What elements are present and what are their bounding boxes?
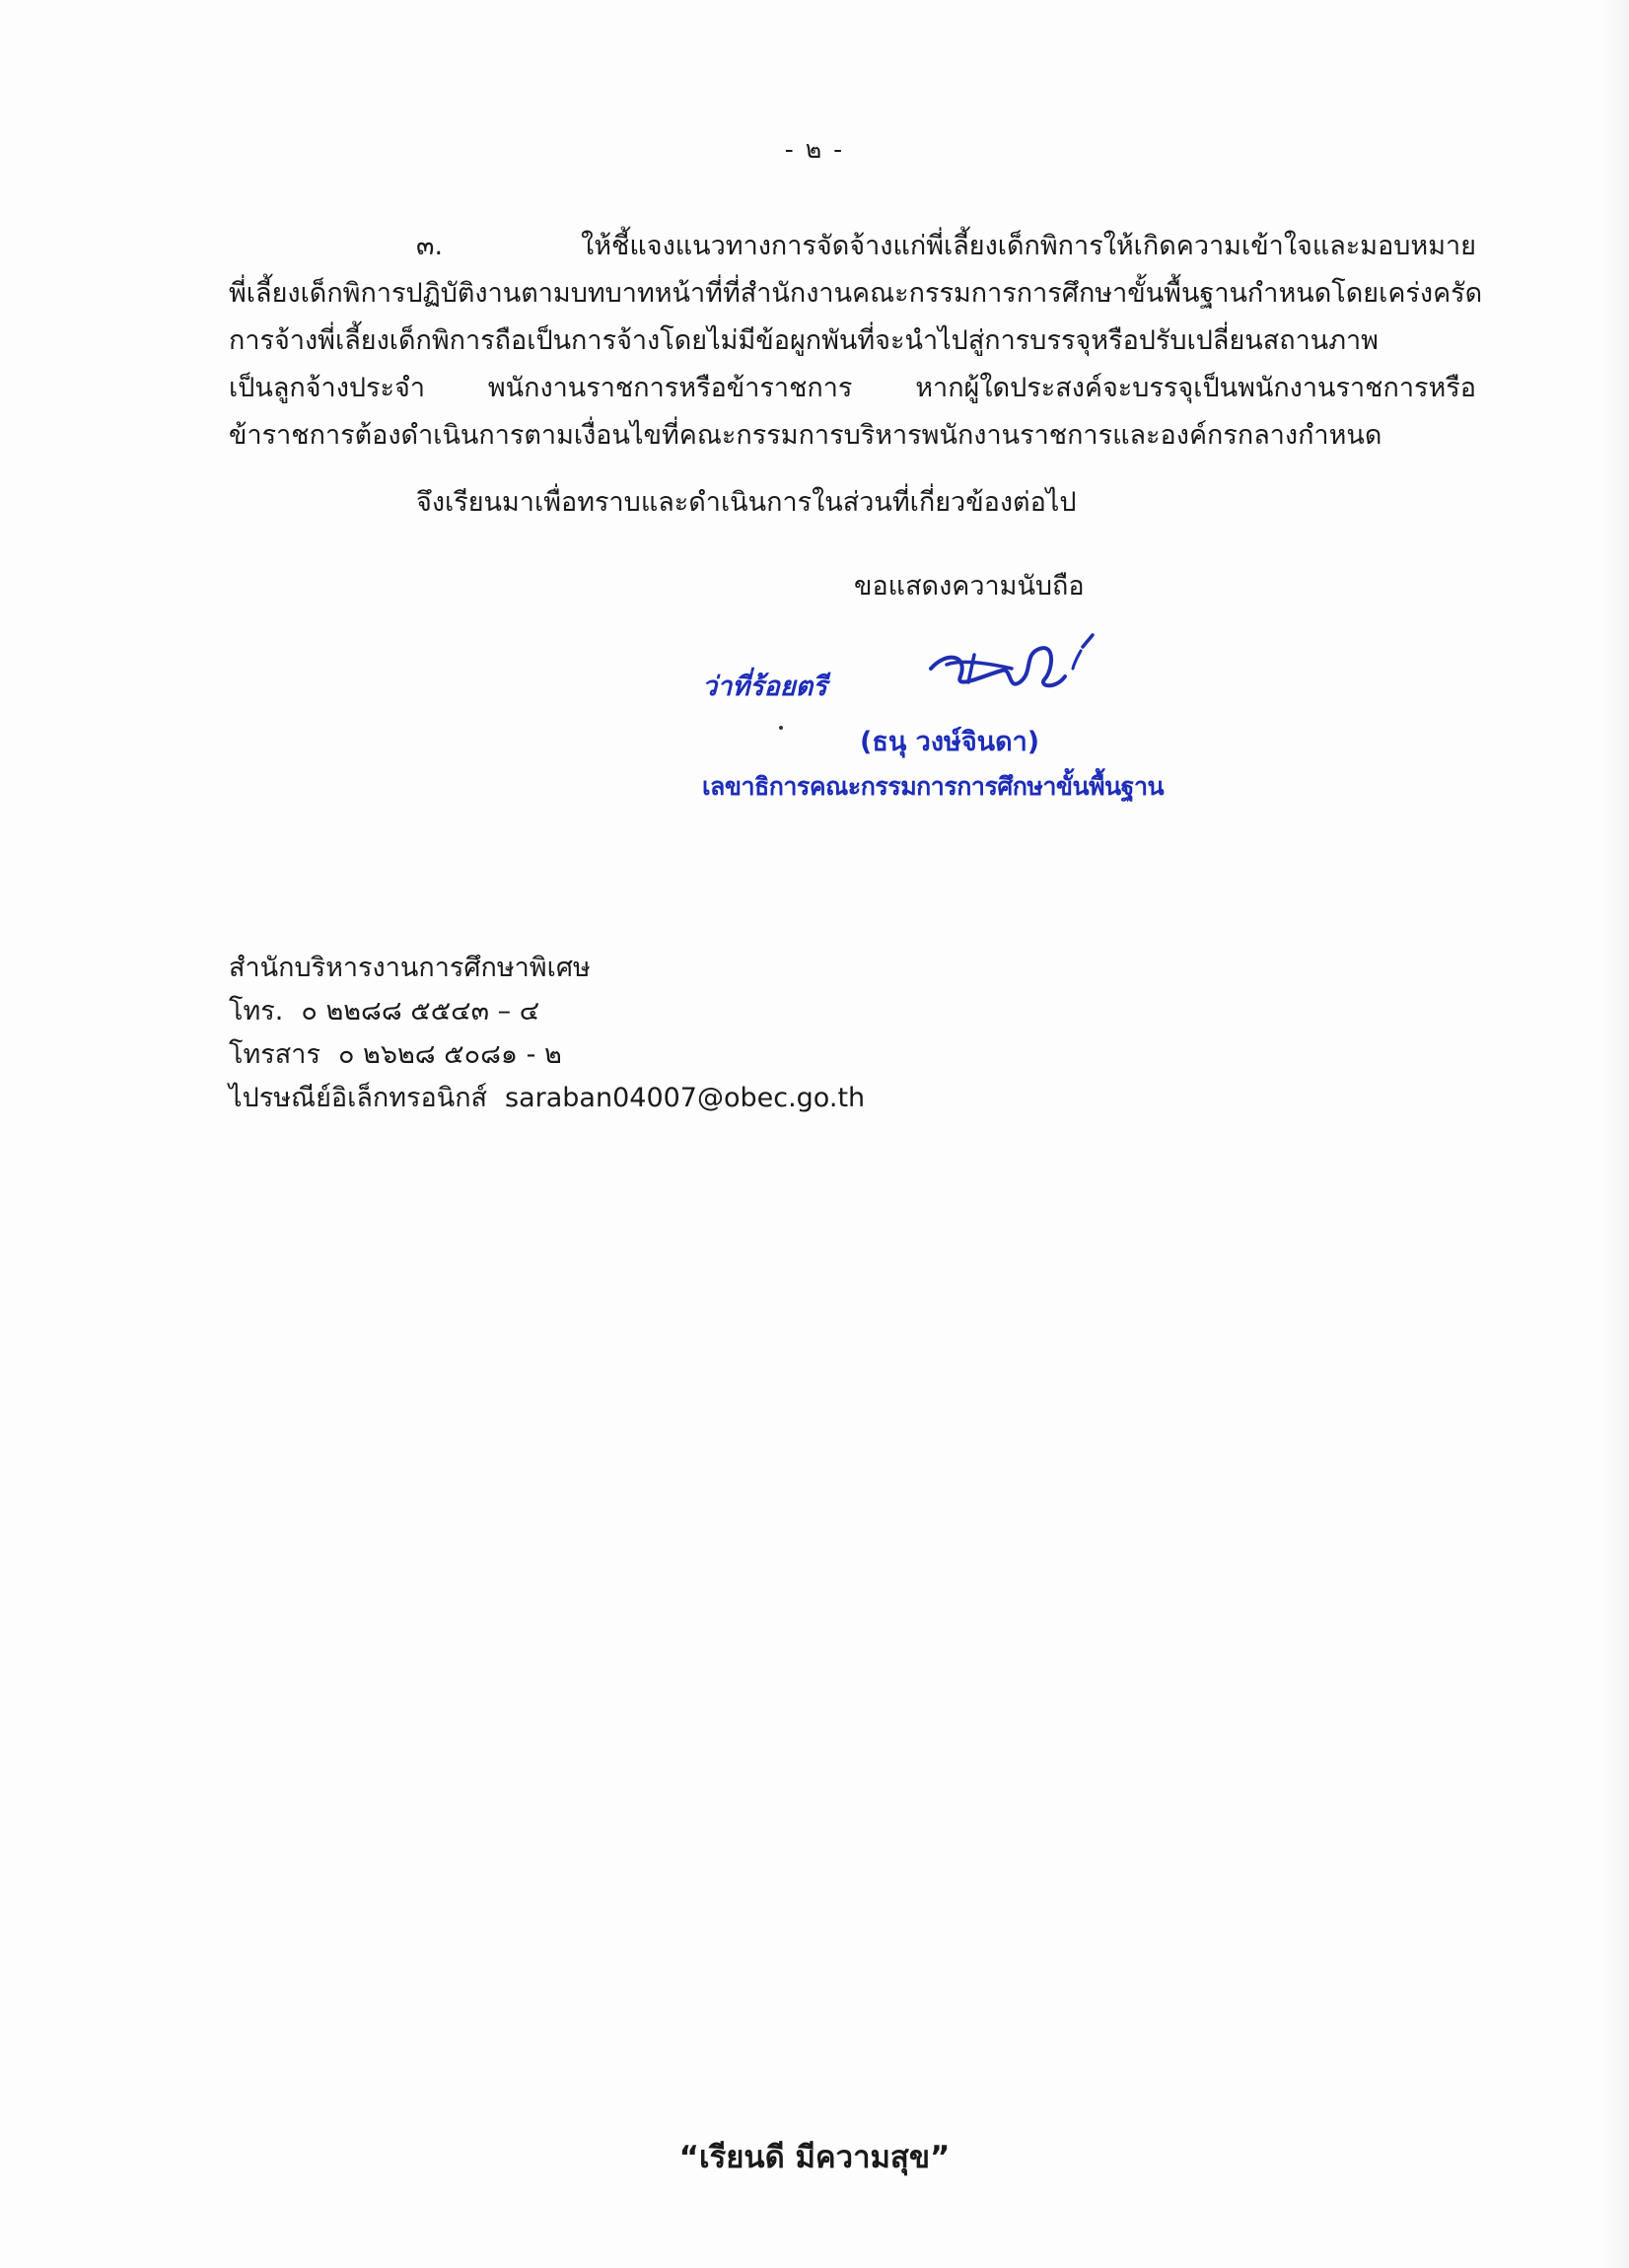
fax-value: ๐ ๒๖๒๘ ๕๐๘๑ - ๒ [337, 1039, 562, 1070]
paragraph-line: การจ้างพี่เลี้ยงเด็กพิการถือเป็นการจ้างโดยไม่มีข้อผูกพันที่จะนำไปสู่การบรรจุหรือปรับเปลี่ยนสถานภาพ [229, 325, 1379, 356]
contact-phone-row [229, 990, 865, 1033]
signature-block [690, 621, 1242, 818]
paragraph-line: เป็นลูกจ้างประจำ พนักงานราชการหรือข้าราชการ หากผู้ใดประสงค์จะบรรจุเป็นพนักงานราชการหรือ [229, 373, 1476, 403]
footer-motto: “เรียนดี มีความสุข” [678, 2140, 951, 2175]
paragraph-line: ข้าราชการต้องดำเนินการตามเงื่อนไขที่คณะกรรมการบริหารพนักงานราชการและองค์กรกลางกำหนด [229, 420, 1382, 451]
paragraph-line: ๓. ให้ชี้แจงแนวทางการจัดจ้างแก่พี่เลี้ยงเด็กพิการให้เกิดความเข้าใจและมอบหมาย [416, 231, 1476, 261]
regards-text: ขอแสดงความนับถือ [854, 571, 1085, 602]
phone-value: ๐ ๒๒๘๘ ๕๕๔๓ – ๔ [301, 996, 540, 1027]
paragraph-line: พี่เลี้ยงเด็กพิการปฏิบัติงานตามบทบาทหน้าที่ที่สำนักงานคณะกรรมการการศึกษาขั้นพื้นฐานกำหนดโดยเคร่งครัด [229, 278, 1483, 309]
closing-sentence: จึงเรียนมาเพื่อทราบและดำเนินการในส่วนที่เกี่ยวข้องต่อไป [416, 487, 1077, 518]
page-number: - ๒ - [784, 135, 845, 164]
contact-fax-row [229, 1033, 865, 1077]
signatory-rank: ว่าที่ร้อยตรี [702, 672, 827, 702]
page-edge-shadow [1601, 0, 1629, 2268]
fax-label: โทรสาร [229, 1039, 320, 1070]
signatory-position: เลขาธิการคณะกรรมการการศึกษาขั้นพื้นฐาน [702, 772, 1165, 801]
contact-email-row [229, 1077, 865, 1120]
email-label: ไปรษณีย์อิเล็กทรอนิกส์ [229, 1083, 488, 1113]
body-paragraph [229, 223, 1483, 460]
handwritten-signature [917, 621, 1114, 710]
contact-office: สำนักบริหารงานการศึกษาพิเศษ [229, 953, 591, 983]
signatory-name: (ธนุ วงษ์จินดา) [860, 727, 1040, 757]
email-value[interactable]: saraban04007@obec.go.th [505, 1083, 866, 1113]
ink-dot [779, 726, 783, 730]
phone-label: โทร. [229, 996, 284, 1027]
contact-block [229, 947, 865, 1120]
